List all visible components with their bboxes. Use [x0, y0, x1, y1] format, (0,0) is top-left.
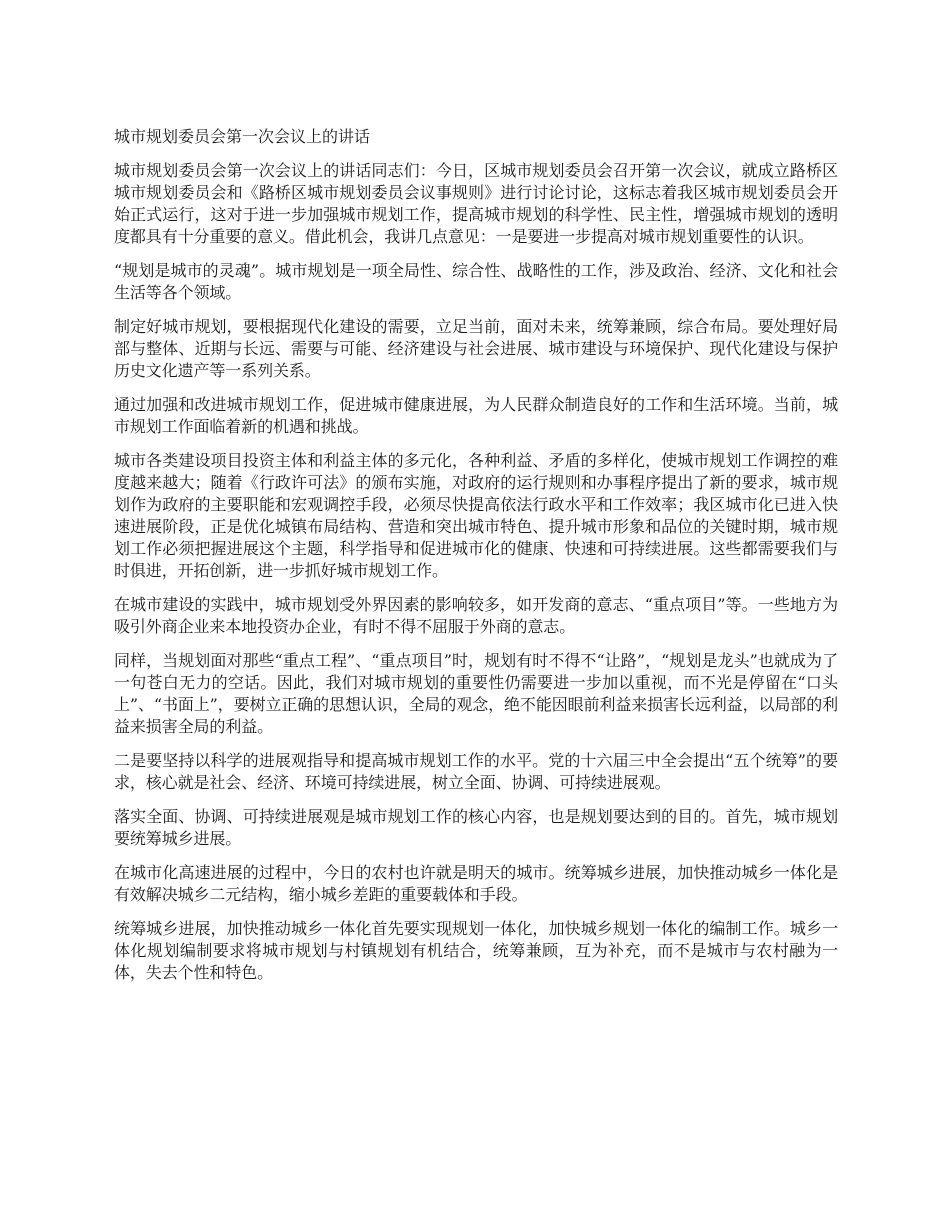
paragraph-1: 城市规划委员会第一次会议上的讲话同志们：今日，区城市规划委员会召开第一次会议，就成立路桥区城市规划委员会和《路桥区城市规划委员会议事规则》进行讨论讨论，这标志着我区城市规划委员会开始正式运行，这对于进一步加强城市规划工作，提高城市规划的科学性、民主性，增强城市规划的透明度都具有十分重要的意义。借此机会，我讲几点意见：一是要进一步提高对城市规划重要性的认识。	[114, 161, 838, 246]
paragraph-5: 城市各类建设项目投资主体和利益主体的多元化，各种利益、矛盾的多样化，使城市规划工作调控的难度越来越大；随着《行政许可法》的颁布实施，对政府的运行规则和办事程序提出了新的要求，城市规划作为政府的主要职能和宏观调控手段，必须尽快提高依法行政水平和工作效率；我区城市化已进入快速进展阶段，正是优化城镇布局结构、营造和突出城市特色、提升城市形象和品位的关键时期，城市规划工作必须把握进展这个主题，科学指导和促进城市化的健康、快速和可持续进展。这些都需要我们与时俱进，开拓创新，进一步抓好城市规划工作。	[114, 451, 838, 580]
document-page	[114, 126, 838, 996]
paragraph-8: 二是要坚持以科学的进展观指导和提高城市规划工作的水平。党的十六届三中全会提出“五个统筹”的要求，核心就是社会、经济、环境可持续进展，树立全面、协调、可持续进展观。	[114, 751, 838, 792]
paragraph-2: “规划是城市的灵魂”。城市规划是一项全局性、综合性、战略性的工作，涉及政治、经济、文化和社会生活等各个领域。	[114, 261, 838, 302]
paragraph-7: 同样，当规划面对那些“重点工程”、“重点项目”时，规划有时不得不“让路”，“规划是龙头”也就成为了一句苍白无力的空话。因此，我们对城市规划的重要性仍需要进一步加以重视，而不光是停留在“口头上”、“书面上”，要树立正确的思想认识，全局的观念，绝不能因眼前利益来损害长远利益，以局部的利益来损害全局的利益。	[114, 651, 838, 736]
paragraph-11: 统筹城乡进展，加快推动城乡一体化首先要实现规划一体化，加快城乡规划一体化的编制工作。城乡一体化规划编制要求将城市规划与村镇规划有机结合，统筹兼顾，互为补充，而不是城市与农村融为一体，失去个性和特色。	[114, 919, 838, 982]
document-title: 城市规划委员会第一次会议上的讲话	[114, 127, 371, 146]
paragraph-10: 在城市化高速进展的过程中，今日的农村也许就是明天的城市。统筹城乡进展，加快推动城乡一体化是有效解决城乡二元结构，缩小城乡差距的重要载体和手段。	[114, 863, 838, 904]
paragraph-9: 落实全面、协调、可持续进展观是城市规划工作的核心内容，也是规划要达到的目的。首先，城市规划要统筹城乡进展。	[114, 807, 838, 848]
paragraph-3: 制定好城市规划，要根据现代化建设的需要，立足当前，面对未来，统筹兼顾，综合布局。要处理好局部与整体、近期与长远、需要与可能、经济建设与社会进展、城市建设与环境保护、现代化建设与保护历史文化遗产等一系列关系。	[114, 317, 838, 380]
paragraph-4: 通过加强和改进城市规划工作，促进城市健康进展，为人民群众制造良好的工作和生活环境。当前，城市规划工作面临着新的机遇和挑战。	[114, 395, 838, 436]
paragraph-6: 在城市建设的实践中，城市规划受外界因素的影响较多，如开发商的意志、“重点项目”等。一些地方为吸引外商企业来本地投资办企业，有时不得不屈服于外商的意志。	[114, 595, 838, 636]
